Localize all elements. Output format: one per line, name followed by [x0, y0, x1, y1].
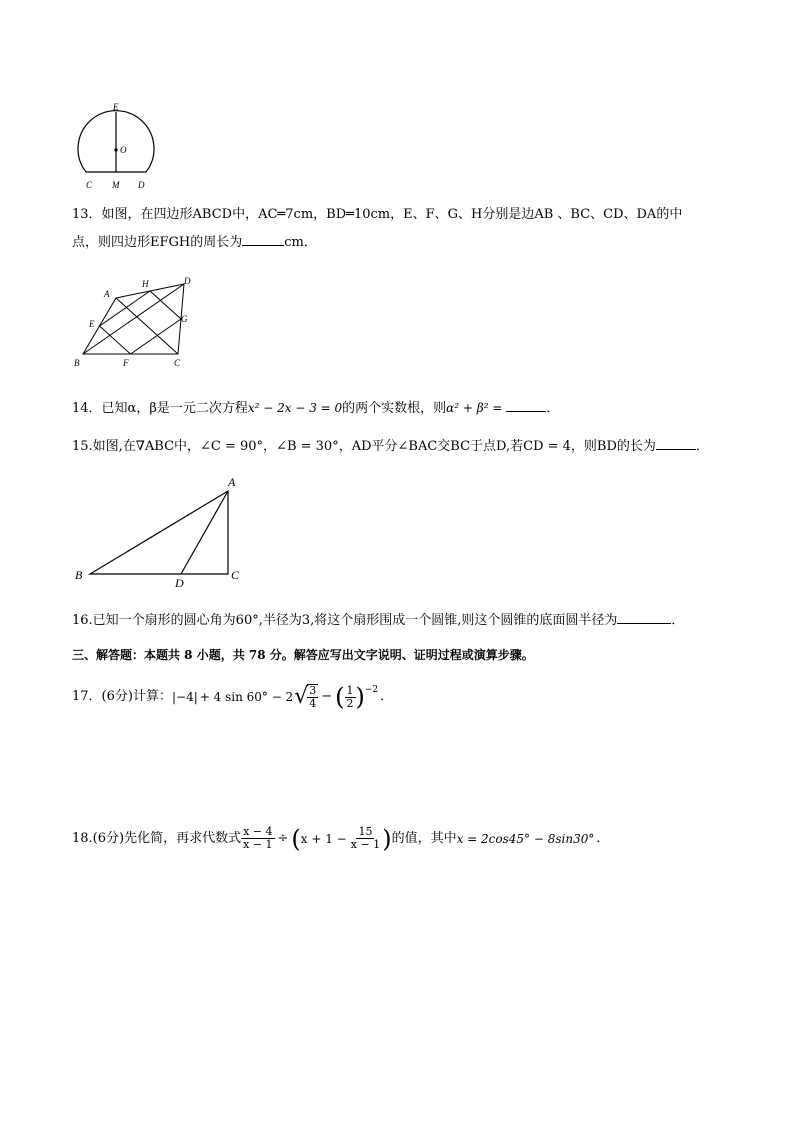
- circle-figure: [70, 100, 170, 195]
- label-m: M: [112, 180, 120, 190]
- question-16-text: 16.已知一个扇形的圆心角为60°,半径为3,将这个扇形围成一个圆锥,则这个圆锥的底面圆半径为: [72, 613, 618, 628]
- bisector-ad: [181, 491, 228, 574]
- question-18-prefix: 18.(6分)先化简，再求代数式: [72, 830, 242, 846]
- label-e: E: [113, 102, 119, 112]
- fraction-3-4: [307, 684, 318, 710]
- question-13-unit: cm．: [284, 235, 317, 250]
- question-18-end: ．: [596, 830, 610, 846]
- question-18-suffix: 的值，其中: [391, 830, 457, 846]
- question-16-end: ．: [671, 613, 685, 628]
- answer-blank-16[interactable]: [617, 611, 671, 624]
- fraction-numerator: 1: [346, 683, 354, 697]
- label-c: C: [231, 568, 240, 582]
- left-paren: (: [291, 824, 301, 853]
- question-13-number: 13．: [72, 207, 102, 222]
- question-14: [72, 398, 559, 419]
- question-14-expression: α² + β² =: [446, 401, 503, 415]
- answer-blank-15[interactable]: [656, 437, 696, 450]
- label-d: D: [175, 576, 184, 587]
- radical-sign: √: [294, 684, 309, 709]
- label-f: F: [123, 358, 129, 368]
- label-b: B: [74, 358, 80, 368]
- question-16: [72, 611, 684, 631]
- quadrilateral-figure: [70, 272, 200, 372]
- question-13-line2: [72, 233, 682, 253]
- question-15-end: ．: [695, 439, 709, 454]
- label-g: G: [181, 314, 188, 324]
- question-14-end: ．: [546, 401, 560, 416]
- absolute-value: |−4|: [171, 690, 198, 704]
- fraction-15-x1: [349, 826, 382, 851]
- question-14-text-mid: 的两个实数根，则: [342, 401, 447, 416]
- question-14-equation: x² − 2x − 3 = 0: [247, 401, 343, 415]
- fraction-denominator: 4: [309, 697, 317, 710]
- label-o: O: [120, 145, 127, 155]
- sqrt-expression: [294, 684, 318, 710]
- fraction-numerator: 15: [358, 825, 373, 838]
- question-13: [72, 205, 682, 253]
- triangle-abc: [90, 491, 228, 574]
- inner-expression: x + 1 −: [300, 831, 347, 846]
- answer-blank-14[interactable]: [506, 399, 546, 412]
- fraction-numerator: 3: [309, 684, 317, 697]
- question-13-text2: 点，则四边形EFGH的周长为: [72, 235, 243, 250]
- question-17: [72, 684, 393, 710]
- answer-blank-13[interactable]: [242, 233, 284, 246]
- question-17-term: + 4 sin 60° − 2: [199, 690, 294, 704]
- diagonal-ac: [116, 298, 178, 354]
- question-18: [72, 826, 609, 851]
- fraction-denominator: x − 1: [350, 838, 381, 851]
- label-c: C: [174, 358, 181, 368]
- right-paren: ): [382, 824, 392, 853]
- divide-sign: ÷: [277, 830, 289, 846]
- label-d: D: [184, 276, 191, 286]
- fraction-x4-x1: [241, 826, 274, 851]
- label-c: C: [86, 180, 93, 190]
- fraction-denominator: x − 1: [243, 838, 273, 851]
- label-e: E: [89, 319, 95, 329]
- minus-sign: −: [321, 689, 333, 704]
- question-15: [72, 437, 709, 457]
- label-d: D: [138, 180, 145, 190]
- question-17-prefix: 17．(6分)计算：: [72, 689, 172, 704]
- fraction-1-2: [345, 685, 356, 710]
- label-a: A: [104, 289, 110, 299]
- question-13-line1: [72, 205, 682, 225]
- question-15-text: 15.如图,在∇ABC中，∠C = 90°，∠B = 30°，AD平分∠BAC交BC于点D,若CD = 4，则BD的长为: [72, 439, 656, 454]
- question-14-text: 14．已知α，β是一元二次方程: [72, 401, 248, 416]
- label-h: H: [142, 279, 149, 289]
- triangle-figure: [70, 472, 250, 587]
- exponent: −2: [364, 685, 379, 695]
- section-heading: 三、解答题：本题共 8 小题，共 78 分。解答应写出文字说明、证明过程或演算步骤。: [72, 648, 534, 662]
- question-18-condition: x = 2cos45° − 8sin30°: [456, 831, 595, 846]
- right-paren: ): [355, 683, 365, 711]
- quad-efgh: [100, 291, 182, 354]
- left-paren: (: [335, 683, 345, 711]
- fraction-denominator: 2: [346, 696, 354, 710]
- label-b: B: [75, 568, 83, 582]
- fraction-numerator: x − 4: [243, 825, 273, 838]
- center-point: [114, 148, 117, 151]
- question-13-text: 如图，在四边形ABCD中，AC═7cm，BD═10cm，E、F、G、H分别是边AB 、BC、CD、DA的中: [101, 207, 683, 222]
- question-17-end: ．: [380, 689, 394, 704]
- label-a: A: [228, 475, 236, 489]
